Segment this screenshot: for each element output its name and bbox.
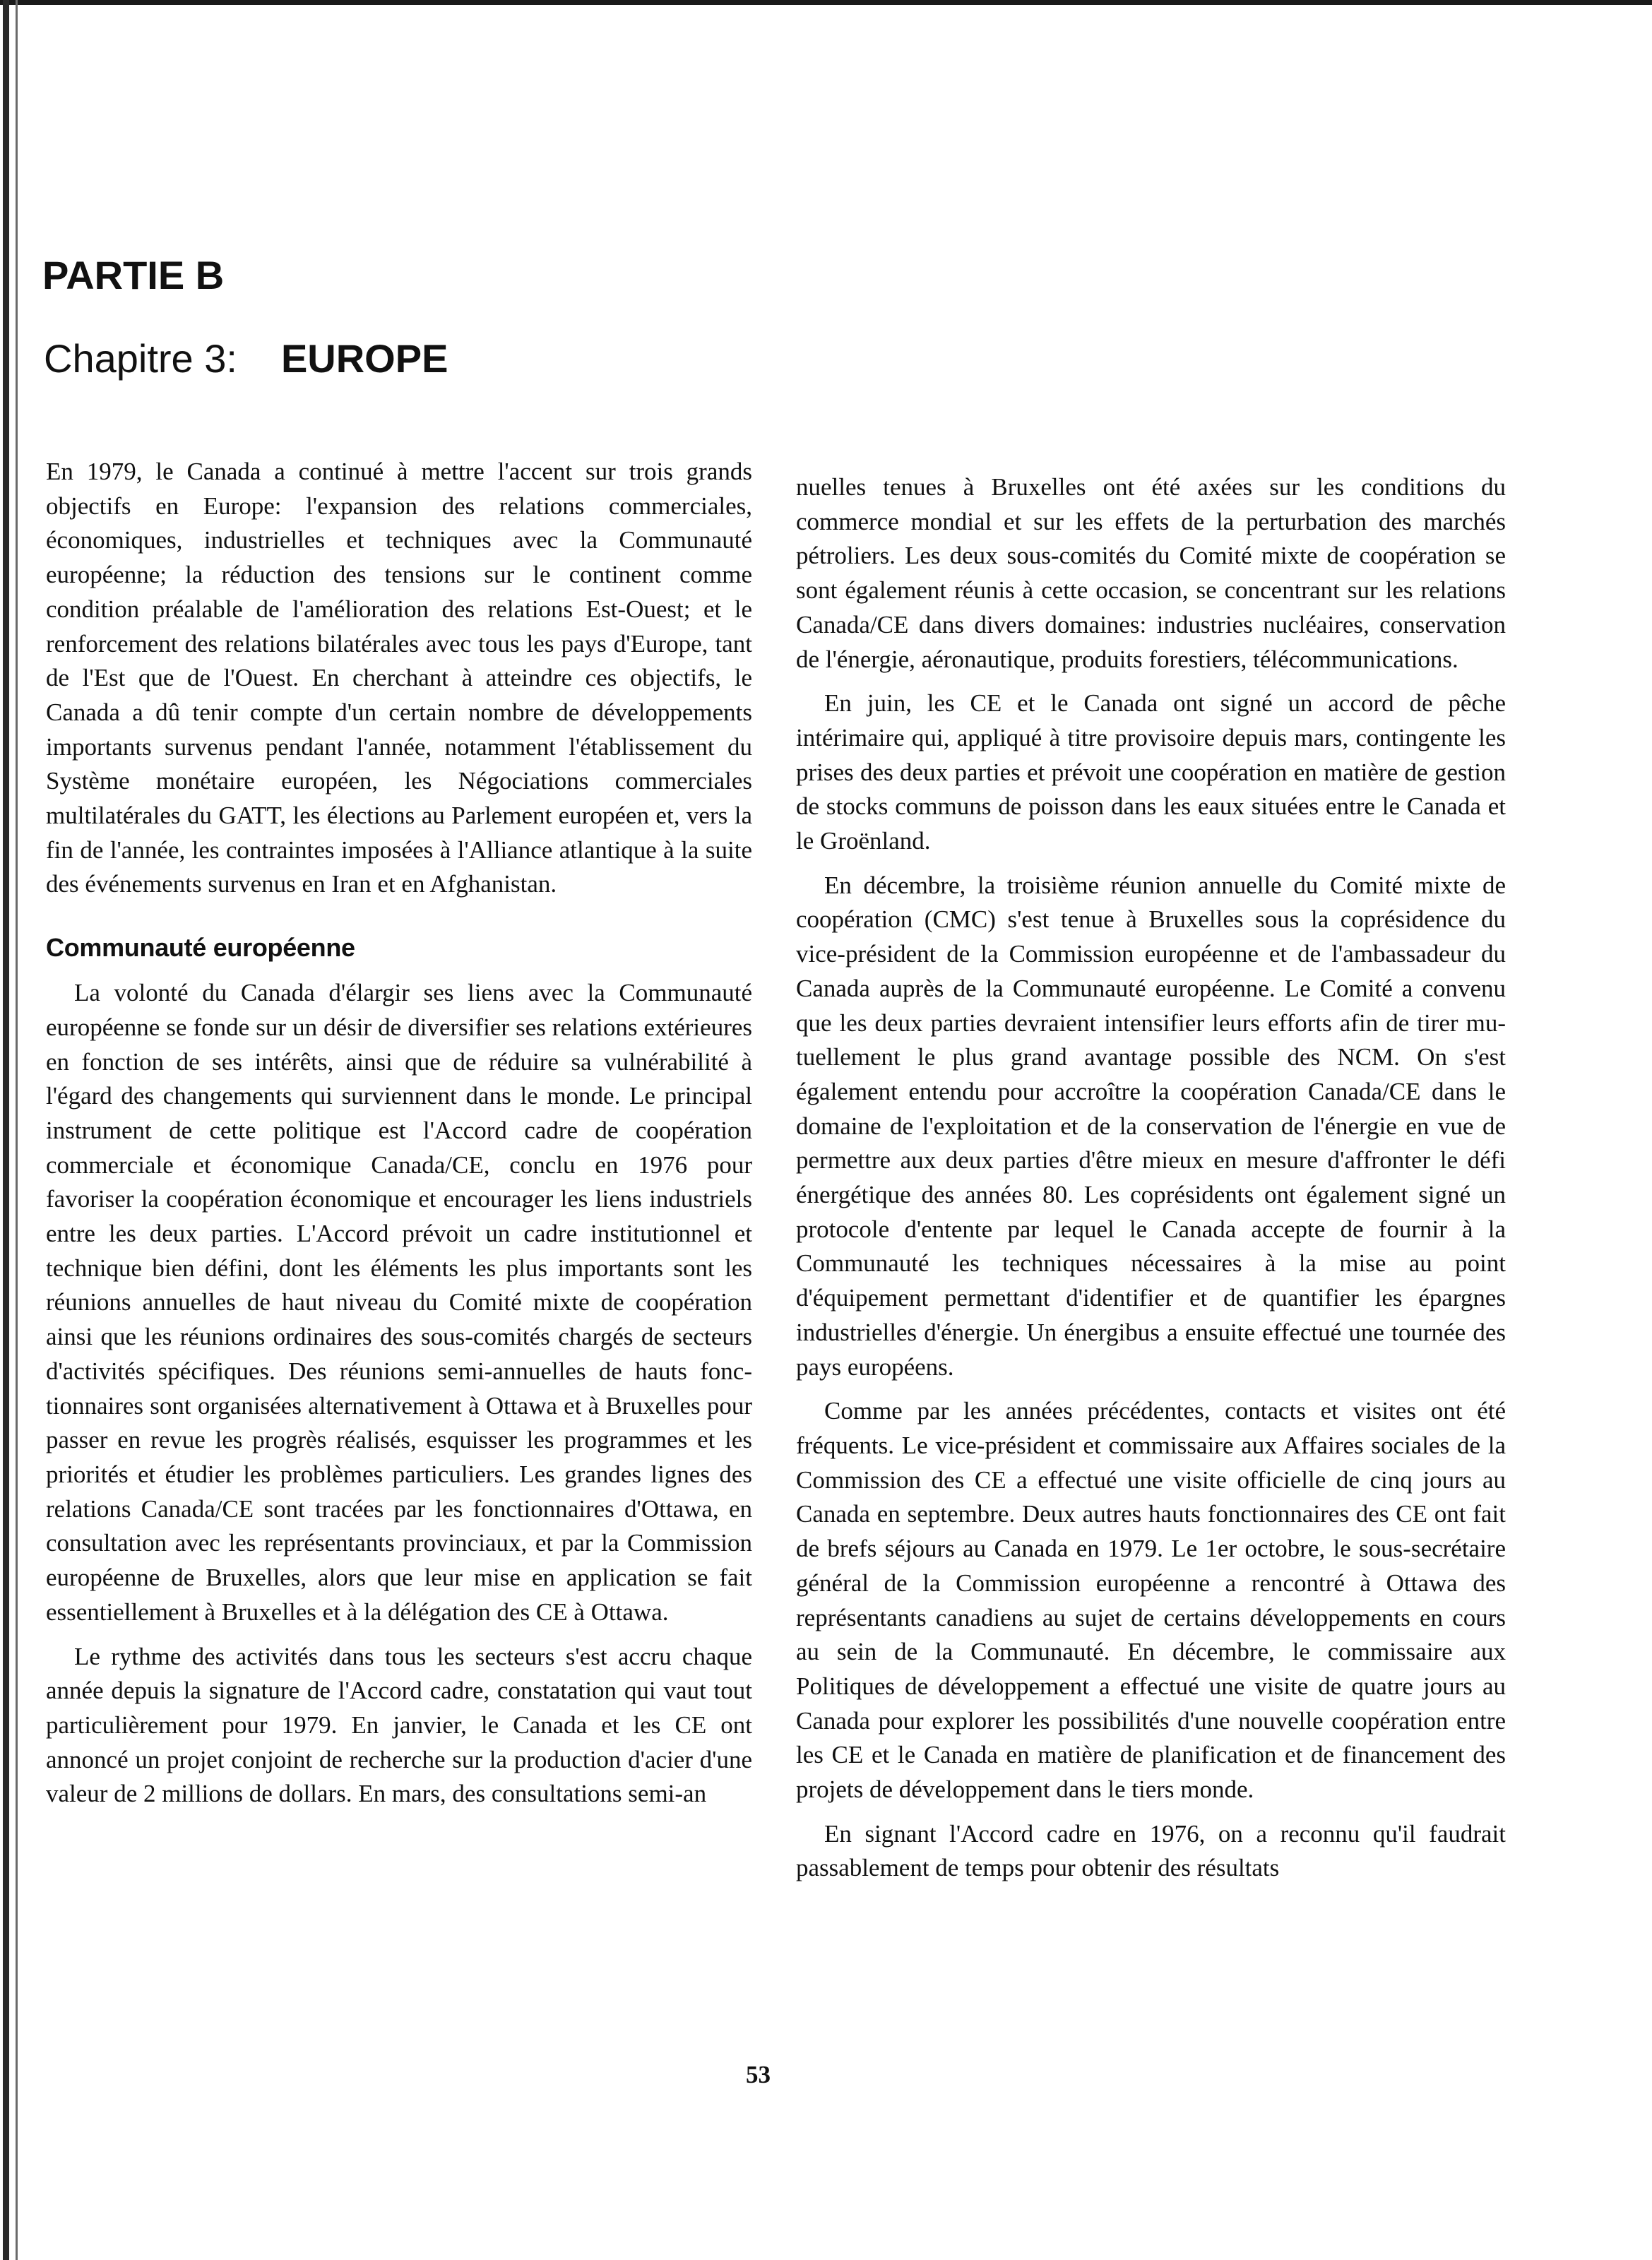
section-heading: Communauté européenne — [46, 933, 355, 963]
right-paragraph-3: En décembre, la troisième réunion annuelle du Comité mixte de coopération (CMC) s'est tenue à Bruxelles sous la coprésidence du vice-président de la Commission européenne et de l'ambassadeur du Canada auprès de la Communauté européenne. Le Comité a convenu que les deux parties devraient intensifier leurs efforts afin de tirer mutuellement le plus grand avantage possible des NCM. On s'est également entendu pour accroître la coopération Canada/CE dans le domaine de l'exploitation et de la conservation de l'énergie en vue de permettre aux deux parties d'être mieux en mesure d'affronter le défi énergétique des années 80. Les coprésidents ont également signé un protocole d'entente par lequel le Canada accepte de fournir à la Communauté les techniques nécessaires à la mise au point d'équipement permettant d'identifier et de quantifier les épargnes industrielles d'énergie. Un énergibus a ensuite effectué une tournée des pays européens. — [796, 871, 1506, 1381]
intro-paragraph: En 1979, le Canada a continué à mettre l'accent sur trois grands objectifs en Europe: l'expansion des relations commerciales, économiques, industrielles et techniques avec la Communauté européenne; la réduction des tensions sur le continent comme condition préalable de l'amélioration des relations Est-Ouest; et le renforcement des relations bilatérales avec tous les pays d'Europe, tant de l'Est que de l'Ouest. En cherchant à atteindre ces objectifs, le Canada a dû tenir compte d'un certain nombre de développements importants survenus pendant l'année, notamment l'établissement du Système monétaire européen, les Négociations commerciales multilatérales du GATT, les élections au Parlement européen et, vers la fin de l'année, les contraintes imposées à l'Alliance atlantique à la suite des événements survenus en Iran et en Afghanistan. — [46, 458, 752, 898]
scan-left-edge — [3, 0, 9, 2260]
left-paragraph-2: Le rythme des activités dans tous les secteurs s'est accru chaque année depuis la signature de l'Accord cadre, constatation qui vaut tout particulièrement pour 1979. En janvier, le Canada et les CE ont annoncé un projet conjoint de recherche sur la production d'acier d'une valeur de 2 millions de dollars. En mars, des consultations semi-an — [46, 1642, 752, 1808]
scan-top-edge — [0, 0, 1652, 5]
chapter-prefix: Chapitre 3: — [44, 336, 237, 381]
scan-left-edge-line — [16, 0, 18, 2260]
left-paragraph-1: La volonté du Canada d'élargir ses liens avec la Communauté européenne se fonde sur un désir de diversifier ses relations extérieures en fonction de ses intérêts, ainsi que de réduire sa vulnérabilité à l'égard des changements qui surviennent dans le monde. Le principal instrument de cette politique est l'Accord cadre de coopération commerciale et économique Canada/CE, conclu en 1976 pour favoriser la coopération économique et encourager les liens industriels entre les deux parties. L'Accord prévoit un cadre institutionnel et technique bien défini, dont les éléments les plus importants sont les réunions annuelles de haut niveau du Comité mixte de coopération ainsi que les réunions ordinaires des sous-comités chargés de secteurs d'activités spécifiques. Des réunions semi-annuelles de hauts fonctionnaires sont organisées alternativement à Ottawa et à Bruxelles pour passer en revue les progrès réalisés, esquisser les programmes et les priorités et étudier les problèmes particuliers. Les grandes lignes des relations Canada/CE sont tracées par les fonctionnaires d'Ottawa, en consultation avec les représentants provinciaux, et par la Commission européenne de Bruxelles, alors que leur mise en application se fait essentiellement à Bruxelles et à la délégation des CE à Ottawa. — [46, 979, 752, 1626]
left-column — [46, 455, 752, 1812]
right-paragraph-4: Comme par les années précédentes, contacts et visites ont été fréquents. Le vice-président et commissaire aux Affaires sociales de la Commission des CE a effectué une visite officielle de cinq jours au Canada en septembre. Deux autres hauts fonctionnaires des CE ont fait de brefs séjours au Canada en 1979. Le 1er octobre, le sous-secrétaire général de la Commission européenne a rencontré à Ottawa des représentants canadiens au sujet de certains développements en cours au sein de la Communauté. En décembre, le commissaire aux Politiques de développement a effectué une visite de quatre jours au Canada pour explorer les possibilités d'une nouvelle coopération entre les CE et le Canada en matière de planification et de financement des projets de développement dans le tiers monde. — [796, 1397, 1506, 1804]
page-number: 53 — [746, 2061, 771, 2088]
right-paragraph-2: En juin, les CE et le Canada ont signé un accord de pêche intérimaire qui, appliqué à titre provisoire depuis mars, contingente les prises des deux parties et prévoit une coopération en matière de gestion de stocks communs de poisson dans les eaux situées entre le Canada et le Groënland. — [796, 689, 1506, 855]
right-paragraph-1: nuelles tenues à Bruxelles ont été axées sur les conditions du commerce mondial et sur les effets de la perturbation des marchés pétroliers. Les deux sous-comités du Comité mixte de coopération se sont également réunis à cette occasion, se concentrant sur les relations Canada/CE dans divers domaines: industries nucléaires, conservation de l'énergie, aéronautique, produits forestiers, télécommunications. — [796, 473, 1506, 673]
chapter-name: EUROPE — [280, 336, 448, 381]
right-paragraph-5: En signant l'Accord cadre en 1976, on a reconnu qu'il faudrait passablement de temps pour obtenir des résultats — [796, 1819, 1506, 1882]
part-title: PARTIE B — [42, 253, 225, 297]
chapter-title — [44, 336, 448, 381]
right-column — [796, 470, 1506, 1886]
